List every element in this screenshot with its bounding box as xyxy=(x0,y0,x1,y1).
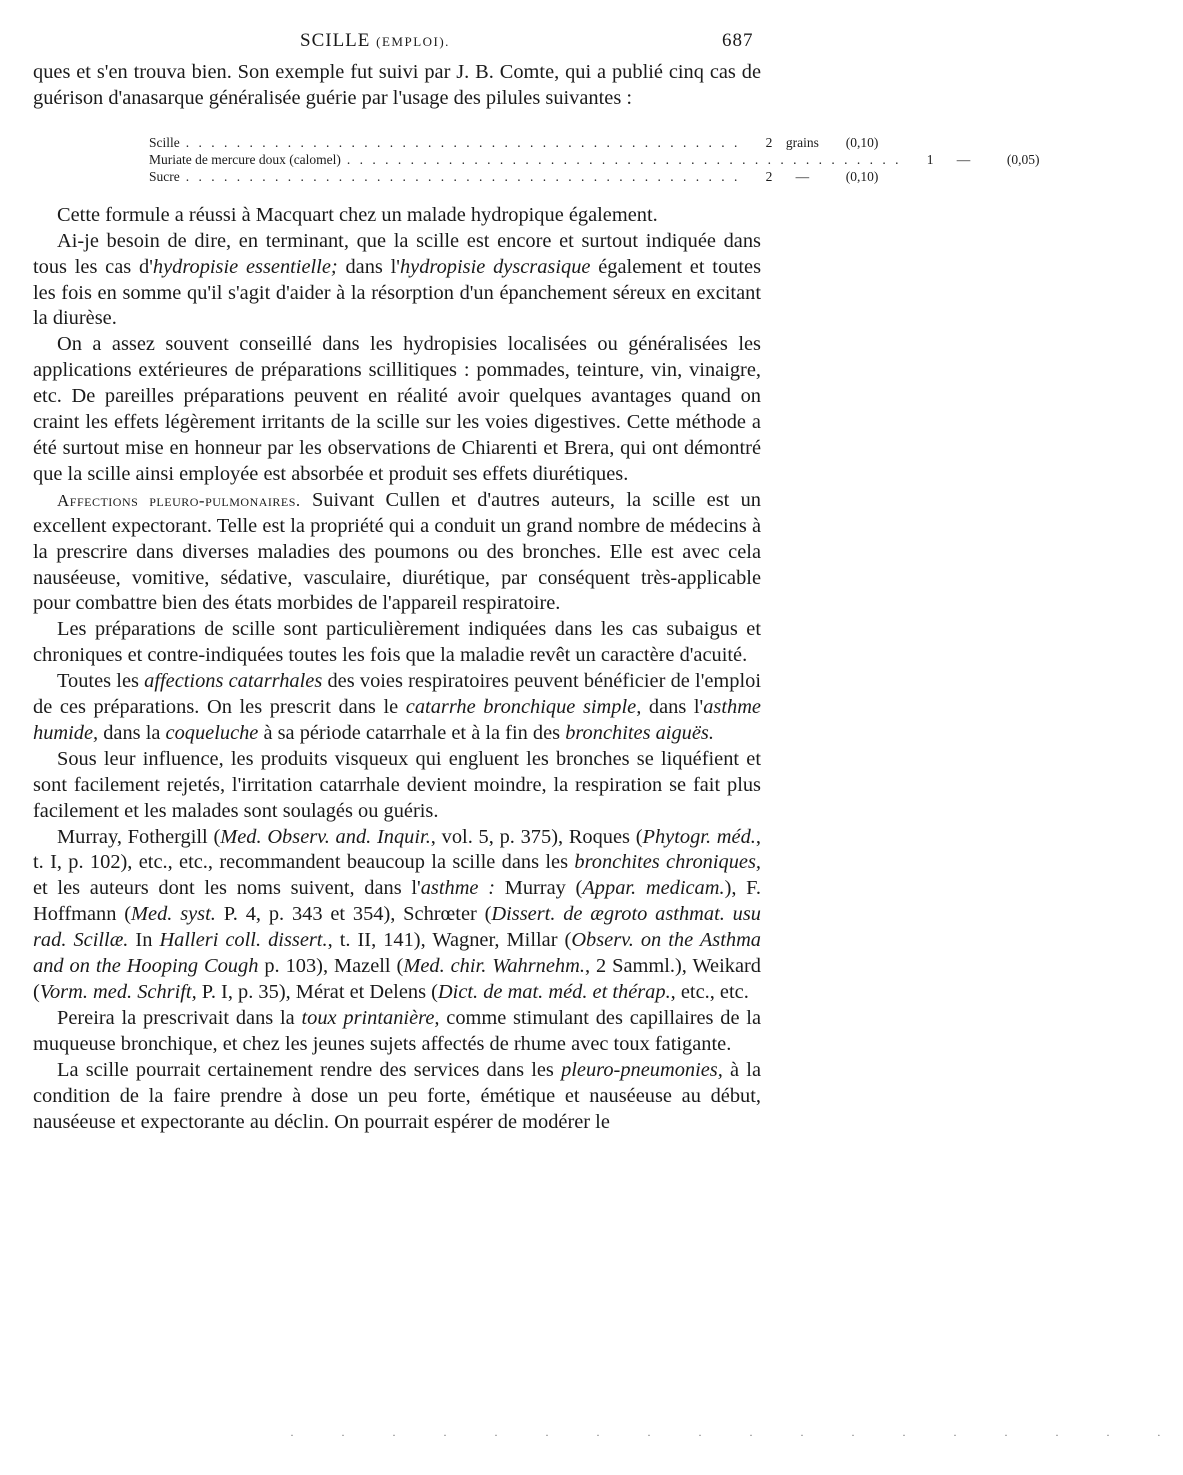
formula-quantity: 2 xyxy=(765,134,773,150)
text-run: Murray, Fothergill ( xyxy=(57,825,221,848)
text-run: , t. I, p. 102), etc., etc., recommandent beaucoup la scille dans les xyxy=(33,825,761,874)
text-run: Suivant Cullen et d'autres auteurs, la scille est un excellent expectorant. Telle est la propriété qui a conduit un grand nombre de médecins à la prescrire dans diverses maladies des poumons ou des bronches. Elle est avec cela nauséeuse, vomitive, sédative, vasculaire, diurétique, par conséquent très-applicable pour combattre bien des états morbides de l'appareil respiratoire. xyxy=(33,488,761,615)
italic-term: bronchites chroniques, xyxy=(574,851,761,874)
text-run: dans la xyxy=(98,721,166,744)
italic-citation: Vorm. med. Schrift, xyxy=(39,981,197,1003)
italic-citation: Med. syst. xyxy=(131,903,216,926)
italic-term: toux printanière, xyxy=(301,1006,440,1029)
italic-term: affections catarrhales xyxy=(144,670,323,693)
text-run: Murray ( xyxy=(494,877,583,900)
formula-leader-dots xyxy=(186,168,741,185)
italic-citation: Halleri coll. dissert. xyxy=(159,929,328,952)
formula-leader-dots xyxy=(186,134,741,151)
italic-term: asthme : xyxy=(420,877,495,900)
formula-quantity: 2 xyxy=(765,168,773,184)
italic-term: hydropisie dyscrasique xyxy=(399,255,591,278)
italic-citation: Appar. medicam. xyxy=(582,877,725,900)
italic-term: coqueluche xyxy=(165,721,259,744)
text-run: p. 103), Mazell ( xyxy=(258,955,404,978)
italic-citation: Med. chir. Wahrnehm. xyxy=(403,955,585,978)
text-run: , 2 Samml.), Weikard ( xyxy=(33,955,762,1003)
formula-unit: — xyxy=(956,151,971,167)
running-head xyxy=(0,30,800,56)
text-run: ), F. Hoffmann ( xyxy=(33,877,761,926)
formula-metric: (0,10) xyxy=(845,168,879,184)
italic-term: asthme humide, xyxy=(33,696,761,744)
page-number: 687 xyxy=(722,30,754,51)
text-run: Ai-je besoin de dire, en terminant, que la scille est encore et surtout indiquée dans tous les cas d' xyxy=(33,229,761,278)
italic-term: hydropisie essentielle; xyxy=(152,255,338,278)
formula-quantity: 1 xyxy=(926,151,934,167)
body-text xyxy=(33,60,1040,1135)
paragraph-pleuro-pulmonaires xyxy=(33,488,761,618)
section-heading: Affections pleuro-pulmonaires. xyxy=(57,490,301,510)
running-title-sub: (EMPLOI). xyxy=(376,34,450,49)
italic-citation: Dict. de mat. méd. et thérap. xyxy=(437,981,671,1003)
text-run: , vol. 5, p. 375), Roques ( xyxy=(430,825,643,848)
text-run: dans l' xyxy=(337,255,400,278)
formula-row xyxy=(149,151,1040,168)
formula-metric: (0,10) xyxy=(845,134,879,150)
formula-row xyxy=(149,134,879,151)
italic-citation: Dissert. de ægroto asthmat. usu rad. Scillæ. xyxy=(33,903,761,952)
paragraph-hydropisie xyxy=(33,229,761,333)
italic-term: catarrhe bronchique simple, xyxy=(405,696,642,719)
paragraph-subaigus: Les préparations de scille sont particulièrement indiquées dans les cas subaigus et chroniques et contre-indiquées toutes les fois que la maladie revêt un caractère d'acuité. xyxy=(33,618,761,667)
italic-term: bronchites aiguës. xyxy=(565,721,714,744)
paragraph-catarrhales xyxy=(33,669,761,747)
formula-ingredient: Sucre xyxy=(149,168,180,184)
text-run: des voies respiratoires peuvent bénéficier de l'emploi de ces préparations. On les prescrit dans le xyxy=(33,670,761,719)
text-run: à sa période catarrhale et à la fin des xyxy=(258,721,566,744)
paragraph-macquart: Cette formule a réussi à Macquart chez un malade hydropique également. xyxy=(57,203,658,226)
text-run: comme stimulant des capillaires de la muqueuse bronchique, et chez les jeunes sujets affectés de rhume avec toux fatigante. xyxy=(33,1006,761,1055)
text-run: , t. II, 141), Wagner, Millar ( xyxy=(327,929,572,952)
paragraph-pleuro-pneumonies xyxy=(33,1058,761,1136)
italic-citation: Phytogr. méd. xyxy=(642,825,756,848)
formula-metric: (0,05) xyxy=(1006,151,1040,167)
text-run: et les auteurs dont les noms suivent, dans l' xyxy=(33,877,421,900)
text-run: Pereira la prescrivait dans la xyxy=(57,1006,302,1029)
text-run: à la condition de la faire prendre à dose un peu forte, émétique et nauséeuse au début, nauséeuse et expectorante au déclin. On pourrait espérer de modérer le xyxy=(33,1058,761,1133)
running-title-main: SCILLE xyxy=(300,30,371,51)
italic-citation: Med. Observ. and. Inquir. xyxy=(220,825,431,848)
paragraph-continuation: ques et s'en trouva bien. Son exemple fut suivi par J. B. Comte, qui a publié cinq cas de guérison d'anasarque généralisée guérie par l'usage des pilules suivantes : xyxy=(33,61,761,109)
italic-citation: Observ. on the Asthma and on the Hooping Cough xyxy=(33,929,761,978)
formula-unit: grains xyxy=(785,134,819,150)
formula-unit: — xyxy=(795,168,810,184)
text-run: , etc., etc. xyxy=(670,981,749,1003)
text-run: également et toutes les fois en somme qu'il s'agit d'aider à la résorption d'un épanchement séreux en excitant la diurèse. xyxy=(33,255,762,330)
text-run: In xyxy=(128,929,160,952)
text-run: Toutes les xyxy=(57,670,145,693)
italic-term: pleuro-pneumonies, xyxy=(561,1058,723,1081)
text-run: La scille pourrait certainement rendre des services dans les xyxy=(57,1058,562,1081)
formula-row xyxy=(149,168,879,185)
prescription-formula xyxy=(149,134,1040,185)
formula-leader-dots xyxy=(347,151,902,168)
formula-ingredient: Scille xyxy=(149,134,180,150)
text-run: P. 4, p. 343 et 354), Schrœter ( xyxy=(215,903,492,926)
paragraph-pereira xyxy=(33,1006,761,1058)
text-run: dans l' xyxy=(641,696,704,719)
scan-artifact-dots: · · · · · · · · · · · · · · · · · · xyxy=(290,1428,1183,1442)
paragraph-applications: On a assez souvent conseillé dans les hydropisies localisées ou généralisées les applications extérieures de préparations scillitiques : pommades, teinture, vin, vinaigre, etc. De pareilles préparations peuvent en réalité avoir quelques avantages quand on craint les effets légèrement irritants de la scille sur les voies digestives. Cette méthode a été surtout mise en honneur par les observations de Chiarenti et Brera, qui ont démontré que la scille ainsi employée est absorbée et produit ses effets diurétiques. xyxy=(33,333,761,485)
formula-ingredient: Muriate de mercure doux (calomel) xyxy=(149,151,341,167)
running-title xyxy=(300,30,450,52)
text-run: P. I, p. 35), Mérat et Delens ( xyxy=(196,981,438,1003)
paragraph-influence: Sous leur influence, les produits visqueux qui engluent les bronches se liquéfient et sont facilement rejetés, l'irritation catarrhale devient moindre, la respiration se fait plus facilement et les malades sont soulagés ou guéris. xyxy=(33,747,761,822)
paragraph-references xyxy=(33,825,761,1006)
